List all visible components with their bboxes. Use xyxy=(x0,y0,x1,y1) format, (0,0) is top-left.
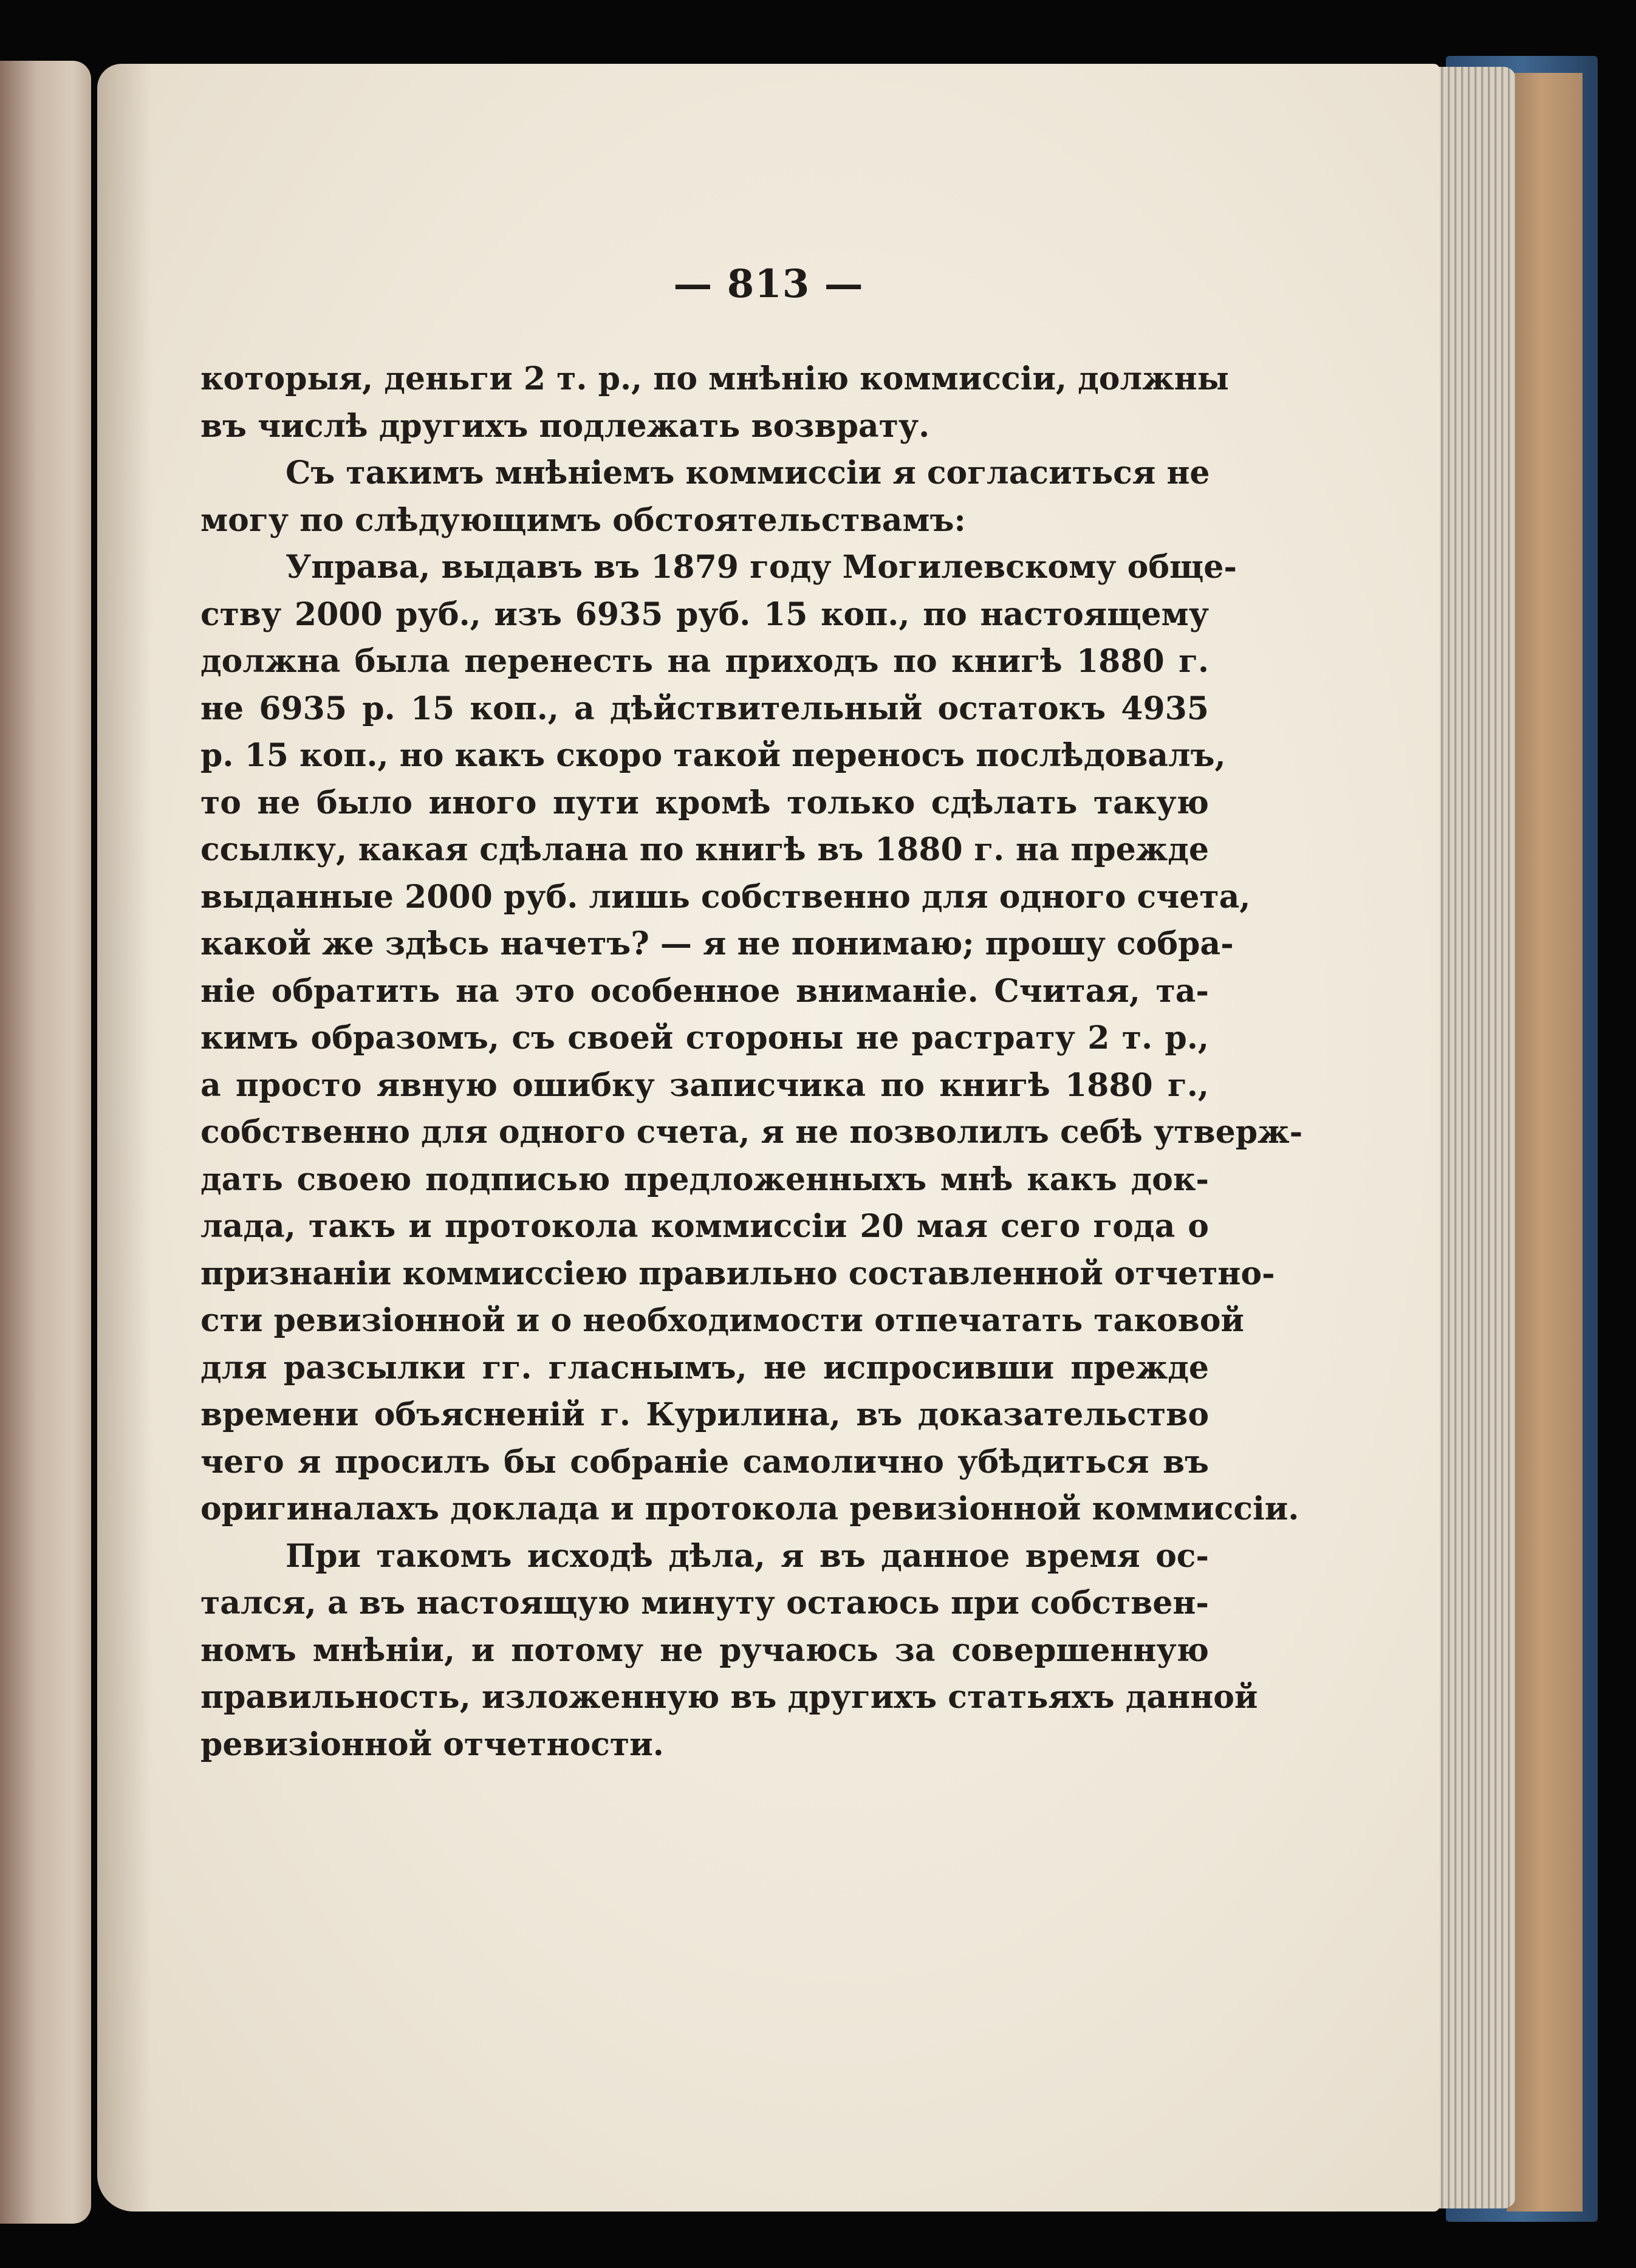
text-line: то не было иного пути кромѣ только сдѣлать такую xyxy=(200,784,1209,821)
text-line: р. 15 коп., но какъ скоро такой переносъ послѣдовалъ, xyxy=(200,737,1226,774)
text-line: ссылку, какая сдѣлана по книгѣ въ 1880 г. на прежде xyxy=(200,831,1209,868)
text-line: не 6935 р. 15 коп., а дѣйствительный остатокъ 4935 xyxy=(200,690,1209,727)
left-facing-page-edge xyxy=(0,61,91,2224)
text-line: ніе обратить на это особенное вниманіе. Считая, та- xyxy=(200,972,1209,1010)
text-line: въ числѣ другихъ подлежать возврату. xyxy=(200,407,930,445)
page xyxy=(97,64,1440,2211)
text-line: должна была перенесть на приходъ по книгѣ 1880 г. xyxy=(200,643,1209,680)
text-line: дать своею подписью предложенныхъ мнѣ какъ док- xyxy=(200,1160,1209,1198)
text-line: выданные 2000 руб. лишь собственно для одного счета, xyxy=(200,878,1251,916)
text-line: правильность, изложенную въ другихъ статьяхъ данной xyxy=(200,1679,1258,1716)
text-line: лада, такъ и протокола коммиссіи 20 мая сего года о xyxy=(200,1208,1209,1245)
text-line: а просто явную ошибку записчика по книгѣ 1880 г., xyxy=(200,1066,1209,1104)
book-board-edge xyxy=(1507,73,1583,2211)
body-text xyxy=(200,355,1303,1768)
text-line: могу по слѣдующимъ обстоятельствамъ: xyxy=(200,501,966,539)
text-line: времени объясненій г. Курилина, въ доказательство xyxy=(200,1396,1209,1433)
text-line: ревизіонной отчетности. xyxy=(200,1725,664,1763)
text-line: Съ такимъ мнѣніемъ коммиссіи я согласиться не xyxy=(286,454,1210,492)
text-line: признаніи коммиссіею правильно составленной отчетно- xyxy=(200,1255,1275,1292)
text-line: сти ревизіонной и о необходимости отпечатать таковой xyxy=(200,1302,1244,1339)
text-line: собственно для одного счета, я не позволилъ себѣ утверж- xyxy=(200,1114,1303,1151)
text-line: какой же здѣсь начетъ? — я не понимаю; прошу собра- xyxy=(200,925,1234,962)
text-line: для разсылки гг. гласнымъ, не испросивши прежде xyxy=(200,1349,1209,1386)
text-line: оригиналахъ доклада и протокола ревизіонной коммиссіи. xyxy=(200,1490,1299,1527)
page-number: — 813 — xyxy=(673,261,864,307)
text-line: Управа, выдавъ въ 1879 году Могилевскому обще- xyxy=(286,549,1237,586)
text-line: тался, а въ настоящую минуту остаюсь при собствен- xyxy=(200,1585,1209,1622)
text-line: При такомъ исходѣ дѣла, я въ данное время ос- xyxy=(286,1537,1209,1575)
text-line: которыя, деньги 2 т. р., по мнѣнію коммиссіи, должны xyxy=(200,360,1229,397)
text-line: номъ мнѣніи, и потому не ручаюсь за совершенную xyxy=(200,1631,1209,1669)
text-line: ству 2000 руб., изъ 6935 руб. 15 коп., по настоящему xyxy=(200,595,1209,633)
text-line: чего я просилъ бы собраніе самолично убѣдиться въ xyxy=(200,1443,1209,1481)
text-line: кимъ образомъ, съ своей стороны не растрату 2 т. р., xyxy=(200,1019,1209,1057)
gutter-shadow xyxy=(97,64,152,2211)
